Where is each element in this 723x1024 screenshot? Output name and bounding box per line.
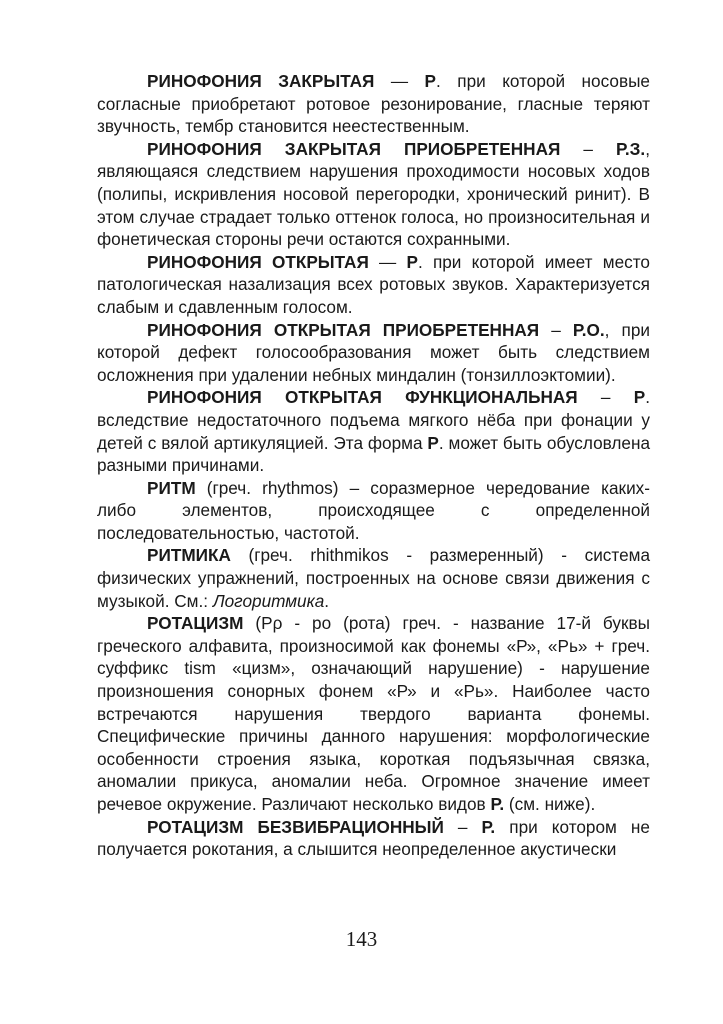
entry-term: РИНОФОНИЯ ЗАКРЫТАЯ (147, 71, 375, 91)
entry-abbreviation: Р. (481, 816, 496, 837)
dictionary-entry (97, 70, 650, 138)
entry-definition: . при которой имеет место патологическая назализация всех ротовых звуков. Характеризуется слабым и сдавленным голосом. (97, 251, 650, 317)
entry-abbreviation: Р.З. (616, 138, 646, 159)
entry-separator: – (560, 138, 616, 159)
entry-separator: — (368, 251, 407, 272)
entry-abbreviation: Р (427, 432, 439, 453)
dictionary-entry (97, 386, 650, 476)
entry-tail: . (324, 590, 330, 611)
entry-term: РИНОФОНИЯ ЗАКРЫТАЯ ПРИОБРЕТЕННАЯ (147, 138, 561, 159)
dictionary-entry (97, 544, 650, 612)
dictionary-entry (97, 251, 650, 319)
entry-abbreviation: Р (406, 251, 418, 272)
entry-term: РИНОФОНИЯ ОТКРЫТАЯ ПРИОБРЕТЕННАЯ (147, 319, 540, 340)
entry-definition: (греч. rhithmikos - размеренный) - система физических упражнений, построенных на основе связи движения с музыкой. См.: (97, 545, 650, 611)
entry-term: РИТМ (147, 477, 196, 498)
entry-abbreviation: Р (424, 71, 437, 91)
cross-reference: Логоритмика (212, 590, 325, 611)
dictionary-entry (97, 477, 650, 545)
dictionary-entry (97, 816, 650, 861)
entry-definition: . вследствие недостаточного подъема мягкого нёба при фонации у детей с вялой артикуляцией. Эта форма (97, 387, 651, 453)
entry-abbreviation: Р.О. (572, 319, 605, 340)
dictionary-entry (97, 319, 650, 387)
entry-definition: , являющаяся следствием нарушения проходимости носовых ходов (полипы, искривления носовой перегородки, хронический ринит). В этом случае страдает только оттенок голоса, но произносительная и фонетическая стороны речи остаются сохранными. (97, 138, 650, 250)
entry-definition-continued: (см. ниже). (504, 794, 596, 814)
page-body (97, 70, 650, 861)
entry-term: РОТАЦИЗМ (147, 613, 244, 634)
entry-abbreviation: Р. (490, 794, 505, 814)
entry-separator: — (374, 71, 425, 91)
entry-separator: – (539, 319, 573, 340)
dictionary-entry (97, 138, 650, 251)
entry-term: РОТАЦИЗМ БЕЗВИБРАЦИОННЫЙ (147, 816, 444, 837)
entry-definition: (греч. rhythmos) – соразмерное чередование каких-либо элементов, происходящее с определенной последовательностью, частотой. (97, 477, 650, 543)
entry-term: РИНОФОНИЯ ОТКРЫТАЯ (147, 251, 369, 272)
entry-term: РИТМИКА (147, 545, 231, 566)
entry-definition: (Рρ - ро (рота) греч. - название 17-й буквы греческого алфавита, произносимой как фонемы «Р», «Рь» + греч. суффикс tism «цизм», означающий нарушение) - нарушение произношения сонорных фонем «Р» и «Рь». Наиболее часто встречаются нарушения твердого варианта фонемы. Специфические причины данного нарушения: морфологические особенности строения языка, короткая подъязычная связка, аномалии прикуса, аномалии неба. Огромное значение имеет речевое окружение. Различают несколько видов (97, 613, 650, 814)
dictionary-entry (97, 612, 650, 815)
entry-definition-continued: . может быть обусловлена разными причинами. (97, 432, 651, 476)
entry-abbreviation: Р (633, 387, 646, 408)
entry-term: РИНОФОНИЯ ОТКРЫТАЯ ФУНКЦИОНАЛЬНАЯ (147, 387, 578, 408)
entry-separator: – (577, 387, 634, 408)
entry-definition: , при которой дефект голосообразования может быть следствием осложнения при удалении небных миндалин (тонзиллоэктомии). (97, 319, 650, 385)
entry-definition: . при которой носовые согласные приобретают ротовое резонирование, гласные теряют звучность, тембр становится неестественным. (97, 71, 650, 137)
page-number: 143 (345, 927, 378, 951)
entry-separator: – (443, 816, 482, 837)
entry-definition: при котором не получается рокотания, а слышится неопределенное акустически (97, 816, 650, 860)
